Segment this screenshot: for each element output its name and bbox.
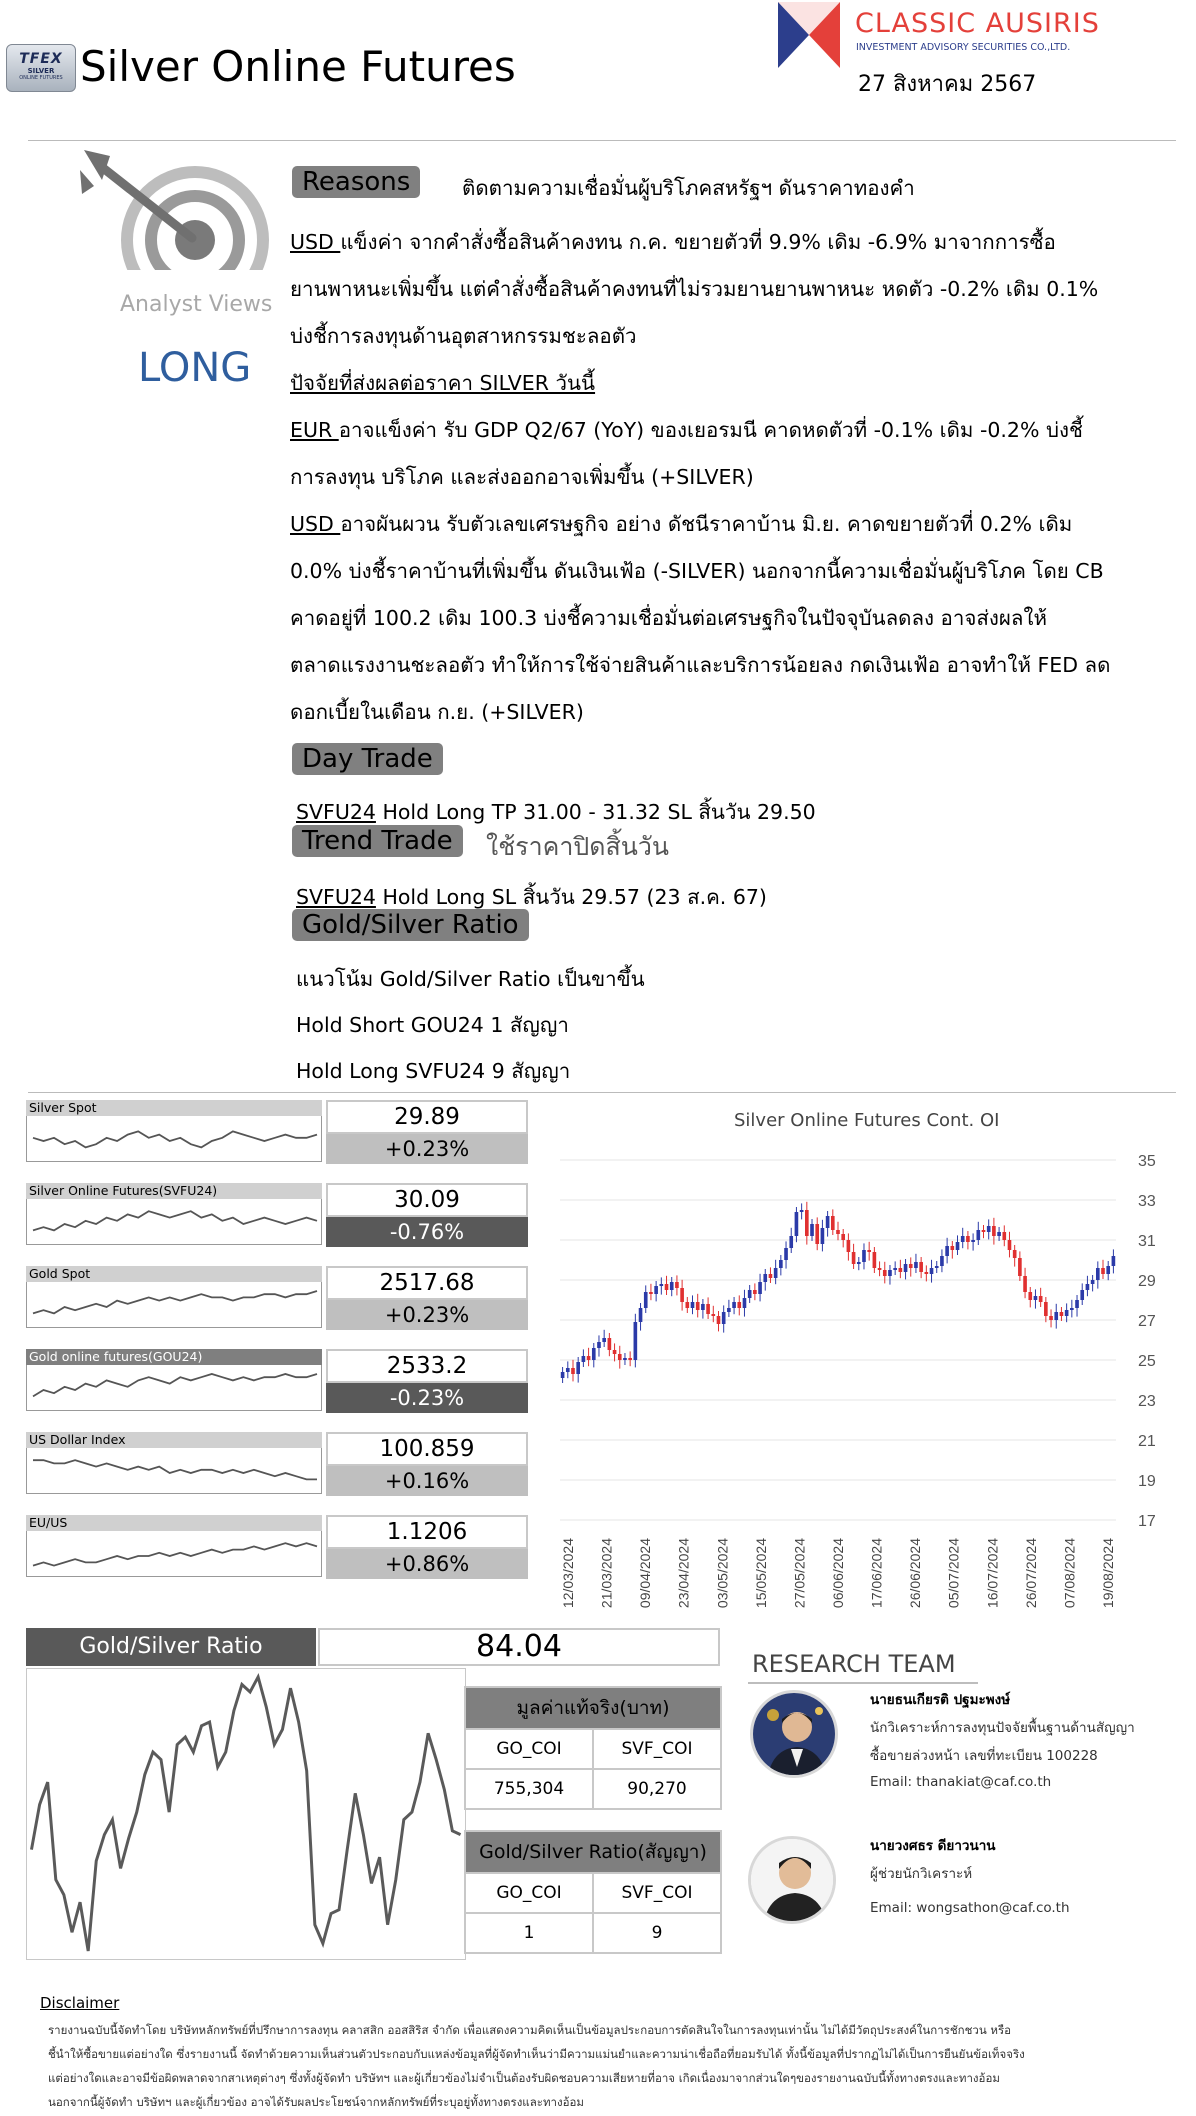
tfex-logo-caption: ONLINE FUTURES [19,75,63,81]
candle [748,1290,752,1298]
quote-box [26,1183,528,1253]
quote-label: EU/US [26,1515,322,1531]
quote-label: US Dollar Index [26,1432,322,1448]
quote-change: -0.76% [326,1217,528,1247]
research-team-title: RESEARCH TEAM [752,1650,956,1678]
candle [815,1224,819,1244]
quote-price: 29.89 [326,1100,528,1134]
candle [1049,1316,1053,1320]
ratio-contract-title: Gold/Silver Ratio(สัญญา) [465,1831,721,1873]
eur-text: อาจแข็งค่า รับ GDP Q2/67 (YoY) ของเยอรมนี คาดหดตัวที่ -0.1% เดิม -0.2% บ่งชี้ [338,418,1083,442]
x-tick-label: 27/05/2024 [791,1538,808,1609]
quote-price: 2517.68 [326,1266,528,1300]
candle [945,1246,949,1256]
researcher-2-name: นายวงศธร ดียาวนาน [870,1838,996,1854]
x-tick-label: 19/08/2024 [1100,1538,1116,1609]
disclaimer-line: รายงานฉบับนี้จัดทำโดย บริษัทหลักทรัพย์ที่ปรึกษาการลงทุน คลาสสิก ออสสิริส จำกัด เพื่อแสดงความคิดเห็นเป็นข้อมูลประกอบการตัดสินใจในการลงทุนเท่านั้น ไม่ได้มีวัตถุประสงค์ในการชักชวน หรือ [48,2023,1012,2037]
eur-paragraph-line [290,414,1083,447]
person-photo-icon [751,1839,836,1924]
candle [753,1290,757,1294]
candle [992,1226,996,1236]
sparkline-path [33,1291,317,1313]
usd2-paragraph-line: 0.0% บ่งชี้ราคาบ้านที่เพิ่มขึ้น ดันเงินเฟ้อ (-SILVER) นอกจากนี้ความเชื่อมั่นผู้บริโภค โดย CB [290,559,1104,583]
gsr-label: Gold/Silver Ratio [26,1628,316,1666]
real-value-svf: 90,270 [593,1769,721,1809]
candle [582,1356,586,1362]
candle [1080,1290,1084,1300]
candle [737,1302,741,1308]
candle [779,1260,783,1268]
divider [748,1682,978,1684]
quote-price: 30.09 [326,1183,528,1217]
gold-silver-tag: Gold/Silver Ratio [292,909,529,941]
candle [639,1308,643,1322]
disclaimer-title: Disclaimer [40,1994,120,2012]
candle [867,1250,871,1252]
page-title: Silver Online Futures [80,42,516,91]
quote-label: Gold online futures(GOU24) [26,1349,322,1365]
x-tick-label: 09/04/2024 [637,1538,654,1609]
usd-paragraph-line: บ่งชี้การลงทุนด้านอุตสาหกรรมชะลอตัว [290,324,637,348]
candle [644,1292,648,1308]
candle [634,1322,638,1360]
candle [1054,1312,1058,1320]
candle [836,1230,840,1234]
candle [956,1242,960,1250]
brand-subtitle: INVESTMENT ADVISORY SECURITIES CO.,LTD. [856,42,1071,53]
candle [722,1312,726,1324]
candle [1034,1296,1038,1300]
y-tick-label: 21 [1138,1433,1156,1450]
candle [758,1282,762,1294]
researcher-1-role: นักวิเคราะห์การลงทุนปัจจัยพื้นฐานด้านสัญญา [870,1720,1135,1736]
quote-change: +0.16% [326,1466,528,1496]
ratio-contract-col-svf: SVF_COI [593,1873,721,1913]
candle [1086,1284,1090,1290]
candle [976,1230,980,1240]
oi-candlestick-chart [556,1140,1176,1610]
candle [841,1234,845,1240]
x-tick-label: 26/06/2024 [907,1538,924,1609]
sparkline-path [33,1131,317,1147]
candle [1039,1296,1043,1302]
disclaimer-line: แต่อย่างใดและอาจมีข้อผิดพลาดจากสาเหตุต่างๆ ซึ่งทั้งผู้จัดทำ บริษัทฯ และผู้เกี่ยวข้องไม่จำเป็นต้องรับผิดชอบความเสียหายที่อาจ เกิดเนื่องมาจากส่วนใดๆของรายงานฉบับนี้ทั้งทางตรงและทางอ้อม [48,2071,1000,2085]
candle [862,1250,866,1262]
avatar [750,1690,838,1778]
candle [873,1252,877,1268]
candle [904,1264,908,1272]
quote-box [26,1515,528,1585]
ratio-contract-col-go: GO_COI [465,1873,593,1913]
reasons-headline: ติดตามความเชื่อมั่นผู้บริโภคสหรัฐฯ ดันราคาทองคำ [462,176,915,200]
day-trade-text: Hold Long TP 31.00 - 31.32 SL สิ้นวัน 29.50 [375,800,816,824]
candle [805,1210,809,1236]
candle [1060,1312,1064,1316]
candle [732,1302,736,1308]
candle [966,1236,970,1242]
ratio-contract-go: 1 [465,1913,593,1953]
candle [597,1342,601,1348]
candle [821,1228,825,1244]
x-tick-label: 12/03/2024 [560,1538,576,1609]
candle [691,1302,695,1308]
candle [717,1316,721,1324]
divider [28,140,1176,141]
eur-paragraph-line: การลงทุน บริโภค และส่งออกอาจเพิ่มขึ้น (+SILVER) [290,465,754,489]
quote-label: Gold Spot [26,1266,322,1282]
candle [727,1308,731,1312]
candle [1008,1240,1012,1250]
candle [587,1356,591,1360]
analyst-view-value: LONG [138,345,252,391]
ratio-contract-table [464,1830,722,1954]
candle [930,1268,934,1274]
reasons-tag: Reasons [292,166,420,198]
candle [566,1368,570,1372]
candle [628,1358,632,1360]
real-value-title: มูลค่าแท้จริง(บาท) [465,1687,721,1729]
usd2-key: USD [290,512,341,536]
usd2-text: อาจผันผวน รับตัวเลขเศรษฐกิจ อย่าง ดัชนีราคาบ้าน มิ.ย. คาดขยายตัวที่ 0.2% เดิม [340,512,1073,536]
usd2-paragraph-line: คาดอยู่ที่ 100.2 เดิม 100.3 บ่งชี้ความเชื่อมั่นต่อเศรษฐกิจในปัจจุบันลดลง อาจส่งผลให้ [290,606,1047,630]
trend-trade-tag: Trend Trade [292,825,463,857]
real-value-go: 755,304 [465,1769,593,1809]
real-value-col-go: GO_COI [465,1729,593,1769]
candle [810,1224,814,1236]
candle [763,1274,767,1282]
x-tick-label: 03/05/2024 [714,1538,731,1609]
quote-box [26,1100,528,1170]
candle [1044,1302,1048,1316]
oi-chart-title: Silver Online Futures Cont. OI [734,1110,1000,1131]
candle [935,1266,939,1268]
report-date: 27 สิงหาคม 2567 [858,72,1037,97]
x-tick-label: 21/03/2024 [598,1538,615,1609]
sparkline-path [33,1460,317,1479]
y-tick-label: 19 [1138,1473,1156,1490]
person-photo-icon [753,1693,838,1778]
candle [685,1302,689,1308]
quote-box [26,1266,528,1336]
candle [1112,1256,1116,1266]
candle [623,1358,627,1360]
y-tick-label: 17 [1138,1513,1156,1530]
x-tick-label: 06/06/2024 [830,1538,846,1609]
candle [987,1226,991,1232]
candle [857,1262,861,1264]
candle [649,1292,653,1294]
real-value-table [464,1686,722,1810]
disclaimer-line: ชี้นำให้ซื้อขายแต่อย่างใด ซึ่งรายงานนี้ จัดทำด้วยความเห็นส่วนตัวประกอบกับแหล่งข้อมูลที่ผู้จัดทำเห็นว่ามีความแม่นยำและความน่าเชื่อถือที่ยอมรับได้ ทั้งนี้ข้อมูลที่ปรากฏไม่ได้เป็นการยืนยันข้อเท็จจริง [48,2047,1025,2061]
quote-change: -0.23% [326,1383,528,1413]
candle [1065,1310,1069,1316]
candle [899,1268,903,1272]
gsr-value: 84.04 [318,1628,720,1666]
candle [1023,1276,1027,1292]
tfex-silver-logo [6,44,76,92]
x-tick-label: 23/04/2024 [675,1538,692,1609]
candle [909,1264,913,1268]
candle [919,1262,923,1272]
candle [571,1368,575,1374]
usd2-paragraph-line: ตลาดแรงงานชะลอตัว ทำให้การใช้จ่ายสินค้าและบริการน้อยลง กดเงินเฟ้อ อาจทำให้ FED ลด [290,653,1111,677]
candle [888,1270,892,1276]
candle [675,1282,679,1288]
target-dart-icon [80,150,270,290]
x-tick-label: 15/05/2024 [752,1538,769,1609]
tfex-logo-subtext: SILVER [27,67,55,75]
usd-text: แข็งค่า จากคำสั่งซื้อสินค้าคงทน ก.ค. ขยายตัวที่ 9.9% เดิม -6.9% มาจากการซื้อ [340,230,1056,254]
x-tick-label: 26/07/2024 [1022,1538,1039,1609]
real-value-col-svf: SVF_COI [593,1729,721,1769]
sparkline-path [33,1211,317,1230]
candle [1091,1280,1095,1284]
candle [1028,1292,1032,1300]
candle [701,1304,705,1310]
candle [847,1240,851,1252]
researcher-1-name: นายธนเกียรติ ปฐมะพงษ์ [870,1692,1011,1708]
candle [670,1282,674,1290]
researcher-1-license: ซื้อขายล่วงหน้า เลขที่ทะเบียน 100228 [870,1748,1098,1764]
candle [613,1350,617,1354]
y-tick-label: 23 [1138,1393,1156,1410]
y-tick-label: 35 [1138,1153,1156,1170]
tfex-logo-text: TFEX [19,51,63,67]
gold-silver-long: Hold Long SVFU24 9 สัญญา [296,1059,571,1083]
candle [997,1232,1001,1236]
candle [940,1256,944,1266]
candle [795,1212,799,1236]
candle [1075,1300,1079,1308]
candle [826,1216,830,1228]
researcher-1-email: Email: thanakiat@caf.co.th [870,1774,1052,1790]
y-tick-label: 25 [1138,1353,1156,1370]
brand-name: CLASSIC AUSIRIS [855,8,1100,39]
gsr-line-chart [26,1668,466,1960]
candle [576,1362,580,1374]
candle [893,1268,897,1270]
trend-trade-symbol: SVFU24 [296,885,376,909]
x-tick-label: 16/07/2024 [984,1538,1001,1609]
candle [696,1302,700,1310]
candle [1070,1308,1074,1310]
candle [914,1262,918,1268]
candle [743,1298,747,1308]
researcher-2-role: ผู้ช่วยนักวิเคราะห์ [870,1866,973,1882]
quote-change: +0.23% [326,1300,528,1330]
brand-logo-icon [778,2,840,68]
candle [982,1230,986,1232]
x-tick-label: 07/08/2024 [1061,1538,1078,1609]
day-trade-symbol: SVFU24 [296,800,376,824]
candle [784,1248,788,1260]
candle [618,1354,622,1360]
candle [950,1246,954,1250]
usd-paragraph-line [290,226,1056,259]
candle [1018,1258,1022,1276]
usd-paragraph-line: ยานพาหนะเพิ่มขึ้น แต่คำสั่งซื้อสินค้าคงทนที่ไม่รวมยานยานพาหนะ หดตัว -0.2% เดิม 0.1% [290,277,1099,301]
candle [1096,1268,1100,1280]
factors-title: ปัจจัยที่ส่งผลต่อราคา SILVER วันนี้ [290,371,596,395]
gsr-line [31,1677,460,1951]
candle [561,1372,565,1378]
candle [883,1270,887,1276]
gold-silver-short: Hold Short GOU24 1 สัญญา [296,1013,569,1037]
quote-price: 100.859 [326,1432,528,1466]
candle [925,1272,929,1274]
candle [852,1252,856,1264]
quote-label: Silver Online Futures(SVFU24) [26,1183,322,1199]
quote-box [26,1432,528,1502]
candle [602,1338,606,1342]
sparkline-path [33,1543,317,1565]
quote-price: 2533.2 [326,1349,528,1383]
usd2-paragraph-line: ดอกเบี้ยในเดือน ก.ย. (+SILVER) [290,700,584,724]
quote-change: +0.23% [326,1134,528,1164]
quote-label: Silver Spot [26,1100,322,1116]
candle [680,1288,684,1302]
candle [800,1210,804,1212]
candle [592,1348,596,1360]
quote-price: 1.1206 [326,1515,528,1549]
sparkline-path [33,1374,317,1396]
y-tick-label: 27 [1138,1313,1156,1330]
candle [706,1304,710,1314]
candle [1106,1266,1110,1274]
divider [28,1092,1176,1093]
candle [789,1236,793,1248]
candle [654,1286,658,1294]
candle [665,1284,669,1290]
eur-key: EUR [290,418,339,442]
quote-box [26,1349,528,1419]
candle [711,1314,715,1316]
candle [1101,1268,1105,1274]
candle [660,1284,664,1286]
researcher-2-email: Email: wongsathon@caf.co.th [870,1900,1070,1916]
usd2-paragraph-line [290,508,1072,541]
day-trade-tag: Day Trade [292,743,443,775]
gold-silver-trend: แนวโน้ม Gold/Silver Ratio เป็นขาขึ้น [296,967,645,991]
y-tick-label: 31 [1138,1233,1156,1250]
x-tick-label: 05/07/2024 [945,1538,962,1609]
x-tick-label: 17/06/2024 [868,1538,885,1609]
candle [1013,1250,1017,1258]
trend-trade-text: Hold Long SL สิ้นวัน 29.57 (23 ส.ค. 67) [375,885,767,909]
candle [1002,1232,1006,1240]
analyst-views-label: Analyst Views [120,292,273,317]
quote-change: +0.86% [326,1549,528,1579]
ratio-contract-svf: 9 [593,1913,721,1953]
candle [878,1268,882,1270]
candle [774,1268,778,1278]
candle [961,1236,965,1242]
y-tick-label: 29 [1138,1273,1156,1290]
candle [608,1338,612,1350]
y-tick-label: 33 [1138,1193,1156,1210]
avatar [748,1836,836,1924]
candle [769,1274,773,1278]
candle [831,1216,835,1230]
trend-trade-note: ใช้ราคาปิดสิ้นวัน [486,832,669,861]
candle [971,1240,975,1242]
usd-key: USD [290,230,341,254]
disclaimer-line: นอกจากนี้ผู้จัดทำ บริษัทฯ และผู้เกี่ยวข้อง อาจได้รับผลประโยชน์จากหลักทรัพย์ที่ระบุอยู่ทั้งทางตรงและทางอ้อม [48,2095,584,2109]
